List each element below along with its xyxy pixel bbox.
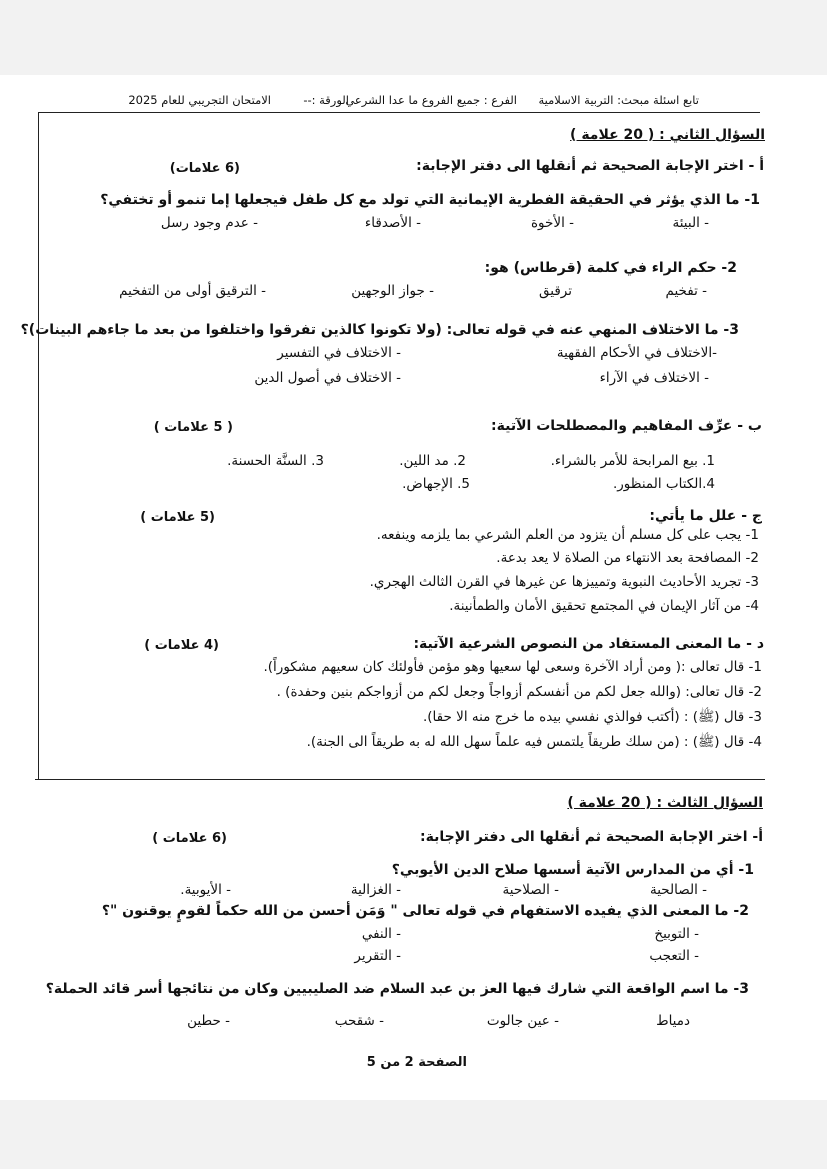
q3a-marks: (6 علامات ) xyxy=(152,831,227,846)
q2b-item5: 5. الإجهاض. xyxy=(402,476,470,492)
q2d-item4: 4- قال (ﷺ) : (من سلك طريقاً يلتمس فيه علماً سهل الله له به طريقاً الى الجنة). xyxy=(306,734,762,750)
q2a2-option3: - جواز الوجهين xyxy=(351,283,434,299)
q2c-item4: 4- من آثار الإيمان في المجتمع تحقيق الأمان والطمأنينة. xyxy=(449,598,759,614)
q3a3-option2: - عين جالوت xyxy=(486,1013,559,1029)
q3a2-question: 2- ما المعنى الذي يفيده الاستفهام في قوله تعالى " وَمَن أحسن من الله حكماً لقومٍ يوقنون "؟ xyxy=(101,903,749,919)
section-divider xyxy=(35,779,765,780)
q2a2-option1: - تفخيم xyxy=(665,283,707,299)
q2a3-option3: - الاختلاف في الآراء xyxy=(599,370,709,386)
q2a1-option1: - البيئة xyxy=(672,215,709,231)
bottom-margin xyxy=(0,1100,827,1169)
q2a1-option4: - عدم وجود رسل xyxy=(160,215,258,231)
q3a3-option4: - حطين xyxy=(187,1013,230,1029)
q2a2-question: 2- حكم الراء في كلمة (قرطاس) هو: xyxy=(484,260,737,276)
q2d-item2: 2- قال تعالى: (والله جعل لكم من أنفسكم أزواجاً وجعل لكم من أزواجكم بنين وحفدة) . xyxy=(276,684,762,700)
q2a3-option2: - الاختلاف في التفسير xyxy=(277,345,401,361)
q2c-item3: 3- تجريد الأحاديث النبوية وتمييزها عن غيرها في القرن الثالث الهجري. xyxy=(369,574,759,590)
q3-title: السؤال الثالث : ( 20 علامة ) xyxy=(567,795,763,811)
q2a3-option1: -الاختلاف في الأحكام الفقهية xyxy=(556,345,717,361)
left-border xyxy=(38,112,39,779)
header-exam: الامتحان التجريبي للعام 2025 xyxy=(128,93,271,107)
q3a1-option1: - الصالحية xyxy=(650,882,707,898)
q2-title: السؤال الثاني : ( 20 علامة ) xyxy=(570,127,765,143)
q2b-item2: 2. مد اللين. xyxy=(399,453,466,469)
q2a2-option2: ترقيق xyxy=(539,283,572,299)
q2d-item1: 1- قال تعالى :( ومن أراد الآخرة وسعى لها سعيها وهو مؤمن فأولئك كان سعيهم مشكوراً). xyxy=(263,659,762,675)
q2a2-option4: - الترقيق أولى من التفخيم xyxy=(119,283,266,299)
q2a3-question: 3- ما الاختلاف المنهي عنه في قوله تعالى: (ولا تكونوا كالذين تفرقوا واختلفوا من بعد ما جاءهم البينات)؟ xyxy=(20,322,739,338)
q3a3-option3: - شقحب xyxy=(334,1013,384,1029)
q2c-item2: 2- المصافحة بعد الانتهاء من الصلاة لا يعد بدعة. xyxy=(496,550,759,566)
q3a1-question: 1- أي من المدارس الآتية أسسها صلاح الدين الأيوبي؟ xyxy=(391,862,754,878)
top-margin xyxy=(0,0,827,75)
q2c-item1: 1- يجب على كل مسلم أن يتزود من العلم الشرعي بما يلزمه وينفعه. xyxy=(376,527,759,543)
q3a1-option4: - الأيوبية. xyxy=(180,882,231,898)
q2d-item3: 3- قال (ﷺ) : (أكتب فوالذي نفسي بيده ما خرج منه الا حقا). xyxy=(422,709,762,725)
q2b-item4: 4.الكتاب المنظور. xyxy=(613,476,715,492)
q3a3-question: 3- ما اسم الواقعة التي شارك فيها العز بن عبد السلام ضد الصليبيين وكان من نتائجها أسر قائد الحملة؟ xyxy=(45,981,749,997)
q3a1-option2: - الصلاحية xyxy=(502,882,559,898)
q2b-item1: 1. بيع المرابحة للأمر بالشراء. xyxy=(550,453,715,469)
header-branch: الفرع : جميع الفروع ما عدا الشرعي xyxy=(345,93,517,107)
q3a2-option4: - التقرير xyxy=(354,948,401,964)
q3a3-option1: دمياط xyxy=(656,1013,690,1029)
q3a2-option1: - التوبيخ xyxy=(654,926,699,942)
q2b-marks: ( 5 علامات ) xyxy=(153,420,233,435)
q2c-heading: ج - علل ما يأتي: xyxy=(649,508,762,524)
q2a1-option2: - الأخوة xyxy=(530,215,574,231)
q2b-heading: ب - عرِّف المفاهيم والمصطلحات الآتية: xyxy=(491,418,762,434)
q2b-item3: 3. السنَّة الحسنة. xyxy=(227,453,324,469)
q3a1-option3: - الغزالية xyxy=(350,882,401,898)
q2d-heading: د - ما المعنى المستفاد من النصوص الشرعية الآتية: xyxy=(413,636,764,652)
header-rule xyxy=(38,112,760,113)
q3a-heading: أ- اختر الإجابة الصحيحة ثم أنقلها الى دفتر الإجابة: xyxy=(420,829,763,845)
q2a1-option3: - الأصدقاء xyxy=(364,215,421,231)
q2a-heading: أ - اختر الإجابة الصحيحة ثم أنقلها الى دفتر الإجابة: xyxy=(416,158,764,174)
q2a-marks: (6 علامات) xyxy=(169,161,240,176)
q3a2-option3: - التعجب xyxy=(649,948,699,964)
header-subject: تابع اسئلة مبحث: التربية الاسلامية xyxy=(538,93,699,107)
q2a1-question: 1- ما الذي يؤثر في الحقيقة الفطرية الإيمانية التي تولد مع كل طفل فيجعلها إما تنمو أو تختفي؟ xyxy=(100,192,760,208)
q3a2-option2: - النفي xyxy=(361,926,401,942)
q2d-marks: (4 علامات ) xyxy=(144,638,219,653)
page-number: الصفحة 2 من 5 xyxy=(366,1055,467,1070)
header-paper: الورقة :-- xyxy=(303,93,349,107)
q2c-marks: (5 علامات ) xyxy=(140,510,215,525)
q2a3-option4: - الاختلاف في أصول الدين xyxy=(254,370,401,386)
